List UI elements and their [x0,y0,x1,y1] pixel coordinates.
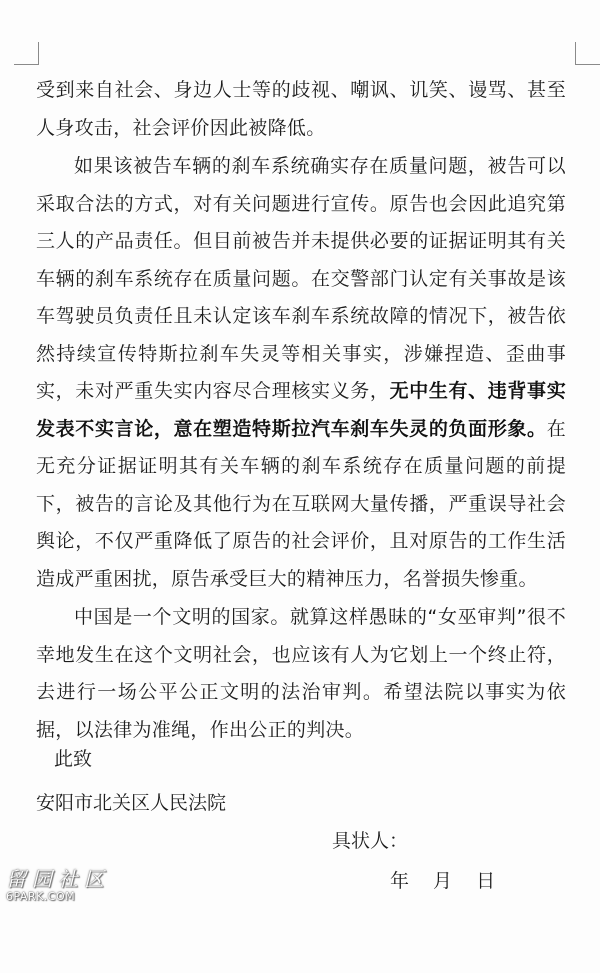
document-body [36,72,566,749]
paragraph-2-text-b: 在无充分证据证明其有关车辆的刹车系统存在质量问题的前提下，被告的言论及其他行为在互联网大量传播，严重误导社会舆论，不仅严重降低了原告的社会评价，且对原告的工作生活造成严重困扰，原告承受巨大的精神压力，名誉损失惨重。 [36,417,566,590]
signer-label: 具状人： [332,830,409,852]
watermark-english: 6PARK.COM [6,890,76,903]
paragraph-2-bold-text: 无中生有、违背事实发表不实言论，意在塑造特斯拉汽车刹车失灵的负面形象。 [36,380,566,440]
paragraph-2 [36,148,566,598]
site-watermark [6,868,116,914]
crop-mark-top-right [575,42,600,65]
paragraph-2-text-a: 如果该被告车辆的刹车系统确实存在质量问题，被告可以采取合法的方式，对有关问题进行宣传。原告也会因此追究第三人的产品责任。但目前被告并未提供必要的证据证明其有关车辆的刹车系统存在质量问题。在交警部门认定有关事故是该车驾驶员负责任且未认定该车刹车系统故障的情况下，被告依然持续宣传特斯拉刹车失灵等相关事实，涉嫌捏造、歪曲事实，未对严重失实内容尽合理核实义务， [36,155,566,402]
court-name: 安阳市北关区人民法院 [36,792,227,814]
crop-mark-top-left [14,42,39,65]
closing-salutation: 此致 [54,748,93,770]
watermark-chinese: 留园社区 [6,867,110,891]
paragraph-1: 受到来自社会、身边人士等的歧视、嘲讽、讥笑、谩骂、甚至人身攻击，社会评价因此被降低。 [36,79,566,139]
paragraph-3: 中国是一个文明的国家。就算这样愚昧的“女巫审判”很不幸地发生在这个文明社会，也应该有人为它划上一个终止符，去进行一场公平公正文明的法治审判。希望法院以事实为依据，以法律为准绳，作出公正的判决。 [36,606,566,741]
date-line: 年 月 日 [390,870,496,892]
